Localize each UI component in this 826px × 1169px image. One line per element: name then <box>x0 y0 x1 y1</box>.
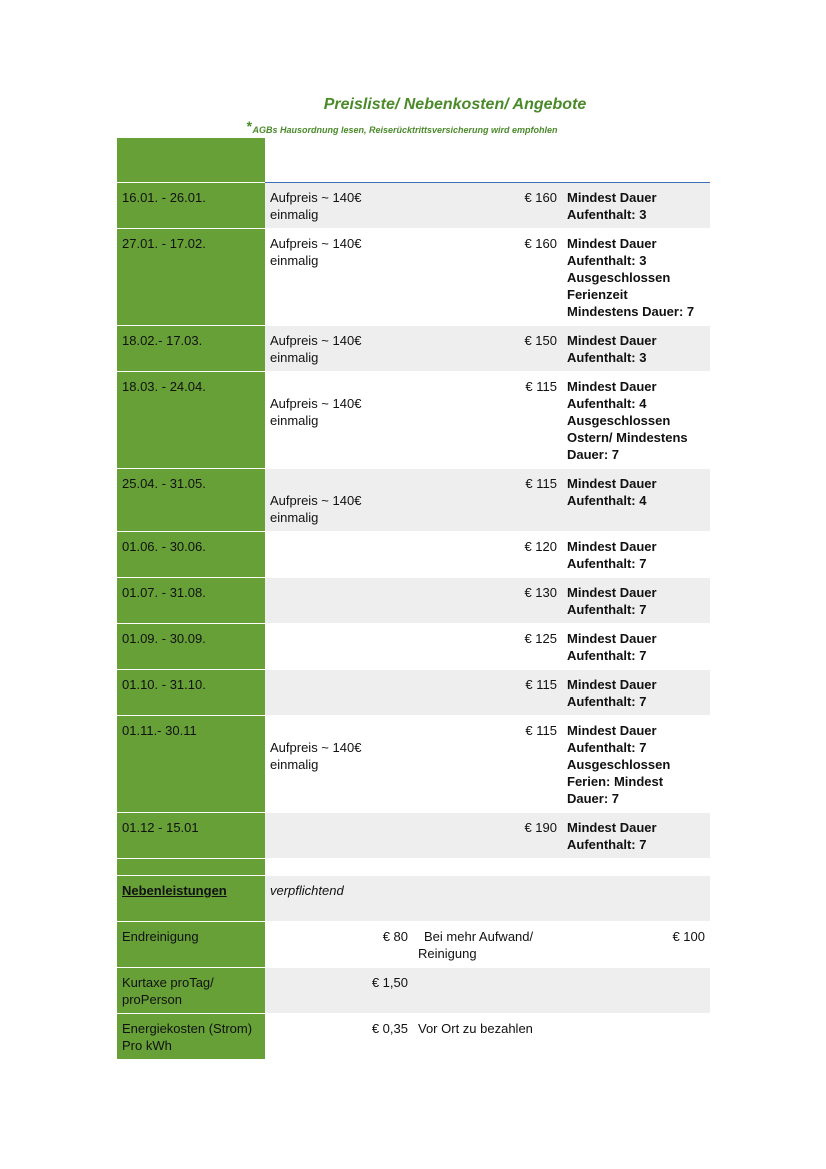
extras-row-cleaning <box>117 922 710 968</box>
header-cell <box>413 138 562 183</box>
period-cell: 25.04. - 31.05. <box>117 469 265 532</box>
tax-price: € 1,50 <box>265 968 413 1014</box>
table-row <box>117 372 710 469</box>
cleaning-note: Bei mehr Aufwand/ Reinigung <box>413 922 562 968</box>
price-cell: € 120 <box>413 532 562 578</box>
surcharge-cell <box>265 578 413 624</box>
condition-cell: Mindest Dauer Aufenthalt: 3 <box>562 326 710 372</box>
extras-header-row <box>117 876 710 922</box>
condition-cell: Mindest Dauer Aufenthalt: 7 <box>562 532 710 578</box>
table-row <box>117 624 710 670</box>
period-cell: 27.01. - 17.02. <box>117 229 265 326</box>
surcharge-cell <box>265 532 413 578</box>
cleaning-extra-price: € 100 <box>562 922 710 968</box>
table-row <box>117 813 710 859</box>
extras-heading: Nebenleistungen <box>117 876 265 922</box>
table-row <box>117 229 710 326</box>
surcharge-cell <box>265 813 413 859</box>
table-row <box>117 578 710 624</box>
condition-cell: Mindest Dauer Aufenthalt: 7 <box>562 670 710 716</box>
energy-price: € 0,35 <box>265 1014 413 1060</box>
price-cell: € 160 <box>413 183 562 229</box>
surcharge-cell: Aufpreis ~ 140€ einmalig <box>265 716 413 813</box>
period-cell: 01.09. - 30.09. <box>117 624 265 670</box>
cleaning-label: Endreinigung <box>117 922 265 968</box>
period-cell: 18.02.- 17.03. <box>117 326 265 372</box>
condition-cell: Mindest Dauer Aufenthalt: 7 Ausgeschlossen Ferien: Mindest Dauer: 7 <box>562 716 710 813</box>
period-cell: 01.12 - 15.01 <box>117 813 265 859</box>
energy-label: Energiekosten (Strom) Pro kWh <box>117 1014 265 1060</box>
period-cell: 01.06. - 30.06. <box>117 532 265 578</box>
table-header-row <box>117 138 710 183</box>
table-row <box>117 183 710 229</box>
condition-cell: Mindest Dauer Aufenthalt: 3 <box>562 183 710 229</box>
price-cell: € 125 <box>413 624 562 670</box>
subtitle-text: AGBs Hausordnung lesen, Reiserücktrittsversicherung wird empfohlen <box>252 125 558 135</box>
extras-row-tax <box>117 968 710 1014</box>
table-row <box>117 532 710 578</box>
condition-cell: Mindest Dauer Aufenthalt: 7 <box>562 578 710 624</box>
table-row <box>117 326 710 372</box>
header-cell <box>562 138 710 183</box>
price-cell: € 130 <box>413 578 562 624</box>
table-row <box>117 670 710 716</box>
table-row <box>117 469 710 532</box>
condition-cell: Mindest Dauer Aufenthalt: 7 <box>562 813 710 859</box>
period-cell: 18.03. - 24.04. <box>117 372 265 469</box>
surcharge-cell <box>265 670 413 716</box>
price-cell: € 190 <box>413 813 562 859</box>
condition-cell: Mindest Dauer Aufenthalt: 4 <box>562 469 710 532</box>
surcharge-cell: Aufpreis ~ 140€ einmalig <box>265 469 413 532</box>
surcharge-cell: Aufpreis ~ 140€ einmalig <box>265 229 413 326</box>
period-cell: 01.10. - 31.10. <box>117 670 265 716</box>
period-cell: 01.11.- 30.11 <box>117 716 265 813</box>
price-table <box>117 138 710 1060</box>
period-cell: 01.07. - 31.08. <box>117 578 265 624</box>
surcharge-cell: Aufpreis ~ 140€ einmalig <box>265 372 413 469</box>
tax-label: Kurtaxe proTag/ proPerson <box>117 968 265 1014</box>
table-row <box>117 716 710 813</box>
page-title: Preisliste/ Nebenkosten/ Angebote <box>323 96 587 113</box>
cleaning-price: € 80 <box>265 922 413 968</box>
price-cell: € 160 <box>413 229 562 326</box>
condition-cell: Mindest Dauer Aufenthalt: 4 Ausgeschlossen Ostern/ Mindestens Dauer: 7 <box>562 372 710 469</box>
period-cell: 16.01. - 26.01. <box>117 183 265 229</box>
energy-note: Vor Ort zu bezahlen <box>413 1014 562 1060</box>
extras-heading-note: verpflichtend <box>265 876 413 922</box>
surcharge-cell: Aufpreis ~ 140€ einmalig <box>265 183 413 229</box>
price-cell: € 150 <box>413 326 562 372</box>
surcharge-cell <box>265 624 413 670</box>
surcharge-cell: Aufpreis ~ 140€ einmalig <box>265 326 413 372</box>
header-cell <box>265 138 413 183</box>
extras-row-energy <box>117 1014 710 1060</box>
price-cell: € 115 <box>413 716 562 813</box>
price-cell: € 115 <box>413 372 562 469</box>
subtitle <box>246 118 558 135</box>
price-cell: € 115 <box>413 469 562 532</box>
price-cell: € 115 <box>413 670 562 716</box>
spacer-row <box>117 859 710 876</box>
condition-cell: Mindest Dauer Aufenthalt: 7 <box>562 624 710 670</box>
header-cell-green <box>117 138 265 183</box>
condition-cell: Mindest Dauer Aufenthalt: 3 Ausgeschlossen Ferienzeit Mindestens Dauer: 7 <box>562 229 710 326</box>
asterisk: * <box>246 118 252 134</box>
